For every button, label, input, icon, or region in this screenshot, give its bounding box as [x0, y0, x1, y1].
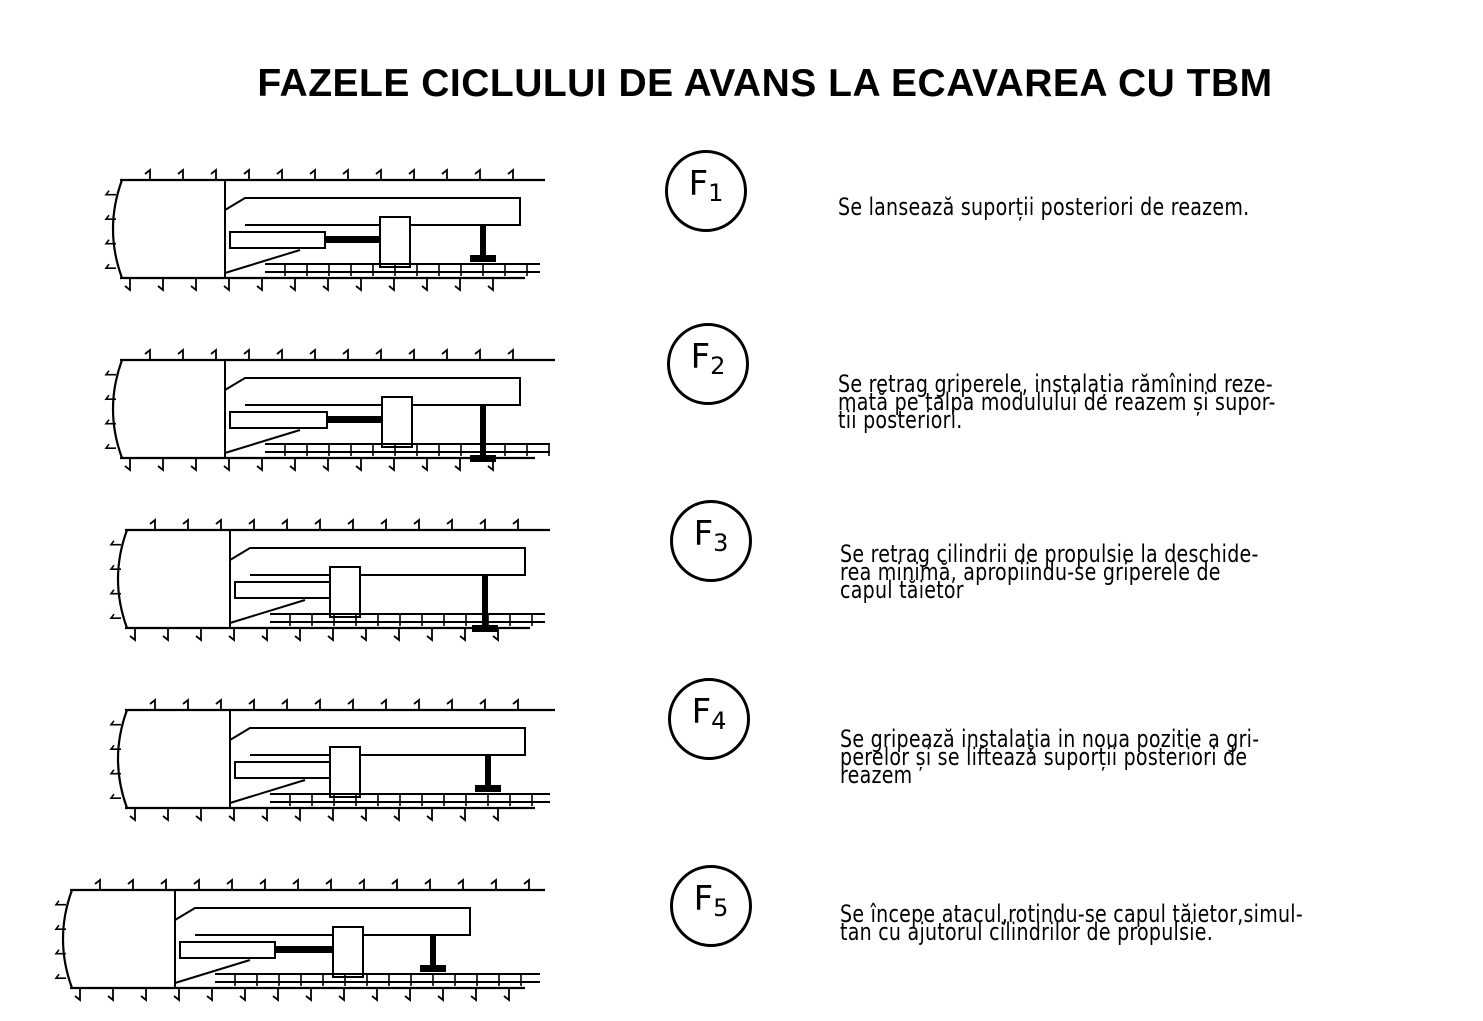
wall-tooth-top — [475, 170, 480, 180]
wall-tooth-top — [244, 170, 249, 180]
phase-badge-f1 — [665, 150, 747, 232]
title-area — [0, 0, 1311, 140]
rear-support-foot — [420, 965, 446, 972]
cylinder-rod — [275, 946, 338, 953]
phase-badge-f3 — [670, 500, 752, 582]
wall-tooth-top — [442, 350, 447, 360]
wall-tooth-bottom — [158, 278, 163, 290]
wall-tooth-bottom — [405, 988, 410, 1000]
wall-tooth-top — [409, 350, 414, 360]
wall-tooth-bottom — [108, 988, 113, 1000]
wall-tooth-top — [508, 170, 513, 180]
wall-tooth-bottom — [427, 808, 432, 820]
wall-tooth-bottom — [389, 278, 394, 290]
wall-tooth-bottom — [125, 278, 130, 290]
cylinder-rod — [327, 416, 387, 423]
wall-tooth-top — [343, 170, 348, 180]
wall-tooth-top — [381, 520, 386, 530]
tbm-drawing-5 — [56, 880, 545, 1000]
wall-tooth-bottom — [460, 808, 465, 820]
main-beam — [230, 548, 525, 575]
wall-tooth-bottom — [306, 988, 311, 1000]
phase-label-f5: $F_5$ — [693, 879, 729, 922]
rear-support-foot — [470, 255, 496, 262]
wall-tooth-bottom — [323, 458, 328, 470]
wall-tooth-bottom — [196, 628, 201, 640]
phase-badge-f2 — [667, 323, 749, 405]
wall-tooth-top — [293, 880, 298, 890]
page-title: FAZELE CICLULUI DE AVANS LA ECAVAREA CU TBM — [257, 62, 1273, 105]
wall-tooth-top — [414, 520, 419, 530]
wall-tooth-bottom — [323, 278, 328, 290]
gripper-block — [333, 927, 363, 977]
phase-description-f1: Se lansează suporții posteriori de reazem. — [838, 193, 1250, 221]
wall-tooth-bottom — [130, 808, 135, 820]
wall-tooth-bottom — [455, 458, 460, 470]
wall-tooth-top — [376, 170, 381, 180]
wall-tooth-bottom — [328, 808, 333, 820]
wall-tooth-top — [183, 520, 188, 530]
head-tooth — [111, 614, 121, 618]
tbm-drawing-3 — [111, 520, 550, 640]
wall-tooth-bottom — [471, 988, 476, 1000]
wall-tooth-top — [524, 880, 529, 890]
gripper-block — [382, 397, 412, 447]
rear-support-post — [482, 575, 488, 625]
tbm-diagram-f3 — [100, 510, 560, 645]
wall-tooth-top — [442, 170, 447, 180]
head-tooth — [106, 371, 116, 375]
wall-tooth-bottom — [361, 808, 366, 820]
head-tooth — [111, 794, 121, 798]
wall-tooth-top — [447, 520, 452, 530]
wall-tooth-bottom — [339, 988, 344, 1000]
cylinder-rod — [325, 236, 385, 243]
wall-tooth-bottom — [229, 628, 234, 640]
cylinder-body — [235, 582, 330, 598]
wall-tooth-bottom — [240, 988, 245, 1000]
wall-tooth-top — [381, 700, 386, 710]
wall-tooth-top — [508, 350, 513, 360]
phase-label-f3: $F_3$ — [693, 514, 729, 557]
wall-tooth-bottom — [130, 628, 135, 640]
head-tooth — [56, 974, 66, 978]
wall-tooth-bottom — [257, 458, 262, 470]
wall-tooth-top — [343, 350, 348, 360]
wall-tooth-top — [178, 350, 183, 360]
wall-tooth-bottom — [273, 988, 278, 1000]
wall-tooth-top — [178, 170, 183, 180]
wall-tooth-bottom — [394, 808, 399, 820]
gripper-strut — [230, 780, 305, 803]
wall-tooth-top — [414, 700, 419, 710]
tbm-drawing-2 — [106, 350, 555, 470]
tbm-diagram-f4 — [100, 690, 560, 825]
wall-tooth-top — [348, 700, 353, 710]
main-beam — [225, 378, 520, 405]
wall-tooth-bottom — [141, 988, 146, 1000]
phase-label-f2: $F_2$ — [690, 337, 726, 380]
phase-description-f3: Se retrag cilindrii de propulsie la deschide- rea minimă, apropiindu-se griperele de capul tăietor — [840, 540, 1259, 604]
wall-tooth-bottom — [224, 278, 229, 290]
wall-tooth-bottom — [389, 458, 394, 470]
main-beam — [175, 908, 470, 935]
wall-tooth-top — [244, 350, 249, 360]
wall-tooth-top — [348, 520, 353, 530]
phase-description-f2: Se retrag griperele, instalația rămînind reze- mată pe talpa modulului de reazem și supor- tii posteriori. — [838, 370, 1276, 434]
wall-tooth-bottom — [488, 278, 493, 290]
wall-tooth-top — [249, 520, 254, 530]
phase-description-f4: Se gripează instalația in noua pozitie a gri- perelor și se liftează suporții posteriori de reazem — [840, 725, 1260, 789]
wall-tooth-bottom — [158, 458, 163, 470]
rear-support-post — [485, 755, 491, 785]
cylinder-body — [230, 232, 325, 248]
wall-tooth-bottom — [438, 988, 443, 1000]
wall-tooth-top — [211, 170, 216, 180]
wall-tooth-bottom — [460, 628, 465, 640]
phase-label-f4: $F_4$ — [691, 692, 727, 735]
cylinder-body — [235, 762, 330, 778]
wall-tooth-top — [161, 880, 166, 890]
wall-tooth-bottom — [196, 808, 201, 820]
wall-tooth-bottom — [229, 808, 234, 820]
head-tooth — [111, 541, 121, 545]
wall-tooth-bottom — [295, 808, 300, 820]
rear-support-foot — [475, 785, 501, 792]
tbm-drawing-4 — [111, 700, 555, 820]
wall-tooth-top — [480, 700, 485, 710]
head-tooth — [56, 901, 66, 905]
cylinder-body — [180, 942, 275, 958]
wall-tooth-bottom — [427, 628, 432, 640]
main-beam — [230, 728, 525, 755]
wall-tooth-top — [150, 520, 155, 530]
gripper-strut — [225, 430, 300, 453]
wall-tooth-bottom — [422, 278, 427, 290]
cylinder-body — [230, 412, 327, 428]
phase-description-f5: Se începe atacul,rotindu-se capul tăietor,simul- tan cu ajutorul cilindrilor de propulsie. — [840, 900, 1303, 946]
phase-label-f1: $F_1$ — [688, 164, 724, 207]
wall-tooth-bottom — [207, 988, 212, 1000]
head-tooth — [106, 444, 116, 448]
wall-tooth-top — [409, 170, 414, 180]
wall-tooth-top — [95, 880, 100, 890]
wall-tooth-bottom — [174, 988, 179, 1000]
wall-tooth-top — [128, 880, 133, 890]
wall-tooth-top — [392, 880, 397, 890]
wall-tooth-bottom — [328, 628, 333, 640]
wall-tooth-bottom — [356, 278, 361, 290]
wall-tooth-bottom — [290, 278, 295, 290]
main-beam — [225, 198, 520, 225]
gripper-block — [330, 567, 360, 617]
wall-tooth-top — [513, 700, 518, 710]
wall-tooth-top — [282, 520, 287, 530]
gripper-block — [330, 747, 360, 797]
gripper-strut — [175, 960, 250, 983]
rear-support-foot — [470, 455, 496, 462]
rear-support-foot — [472, 625, 498, 632]
wall-tooth-top — [216, 520, 221, 530]
tbm-diagram-f1 — [95, 160, 555, 295]
wall-tooth-bottom — [504, 988, 509, 1000]
wall-tooth-top — [260, 880, 265, 890]
phase-badge-f4 — [668, 678, 750, 760]
rear-support-post — [480, 225, 486, 255]
wall-tooth-bottom — [163, 628, 168, 640]
phase-badge-f5 — [670, 865, 752, 947]
wall-tooth-bottom — [191, 458, 196, 470]
wall-tooth-top — [480, 520, 485, 530]
wall-tooth-bottom — [262, 808, 267, 820]
head-tooth — [106, 191, 116, 195]
wall-tooth-top — [277, 350, 282, 360]
wall-tooth-top — [277, 170, 282, 180]
wall-tooth-bottom — [290, 458, 295, 470]
wall-tooth-top — [227, 880, 232, 890]
wall-tooth-bottom — [356, 458, 361, 470]
wall-tooth-top — [491, 880, 496, 890]
wall-tooth-bottom — [125, 458, 130, 470]
head-tooth — [111, 721, 121, 725]
wall-tooth-bottom — [493, 808, 498, 820]
wall-tooth-bottom — [191, 278, 196, 290]
wall-tooth-top — [211, 350, 216, 360]
wall-tooth-top — [310, 170, 315, 180]
wall-tooth-bottom — [455, 278, 460, 290]
wall-tooth-top — [315, 520, 320, 530]
gripper-block — [380, 217, 410, 267]
tbm-drawing-1 — [106, 170, 545, 290]
wall-tooth-top — [326, 880, 331, 890]
wall-tooth-bottom — [295, 628, 300, 640]
wall-tooth-top — [145, 170, 150, 180]
wall-tooth-bottom — [361, 628, 366, 640]
wall-tooth-top — [249, 700, 254, 710]
wall-tooth-bottom — [372, 988, 377, 1000]
rear-support-post — [430, 935, 436, 965]
wall-tooth-top — [315, 700, 320, 710]
wall-tooth-top — [359, 880, 364, 890]
wall-tooth-bottom — [75, 988, 80, 1000]
wall-tooth-top — [475, 350, 480, 360]
gripper-strut — [225, 250, 300, 273]
wall-tooth-bottom — [224, 458, 229, 470]
wall-tooth-bottom — [422, 458, 427, 470]
wall-tooth-top — [458, 880, 463, 890]
wall-tooth-top — [310, 350, 315, 360]
tbm-diagram-f5 — [45, 870, 555, 1005]
wall-tooth-top — [150, 700, 155, 710]
wall-tooth-bottom — [257, 278, 262, 290]
gripper-strut — [230, 600, 305, 623]
wall-tooth-bottom — [394, 628, 399, 640]
head-tooth — [106, 264, 116, 268]
wall-tooth-top — [447, 700, 452, 710]
tbm-diagram-f2 — [95, 340, 555, 475]
wall-tooth-top — [216, 700, 221, 710]
wall-tooth-top — [376, 350, 381, 360]
wall-tooth-top — [513, 520, 518, 530]
wall-tooth-top — [145, 350, 150, 360]
wall-tooth-top — [282, 700, 287, 710]
wall-tooth-top — [183, 700, 188, 710]
wall-tooth-bottom — [262, 628, 267, 640]
wall-tooth-top — [194, 880, 199, 890]
wall-tooth-top — [425, 880, 430, 890]
wall-tooth-bottom — [163, 808, 168, 820]
